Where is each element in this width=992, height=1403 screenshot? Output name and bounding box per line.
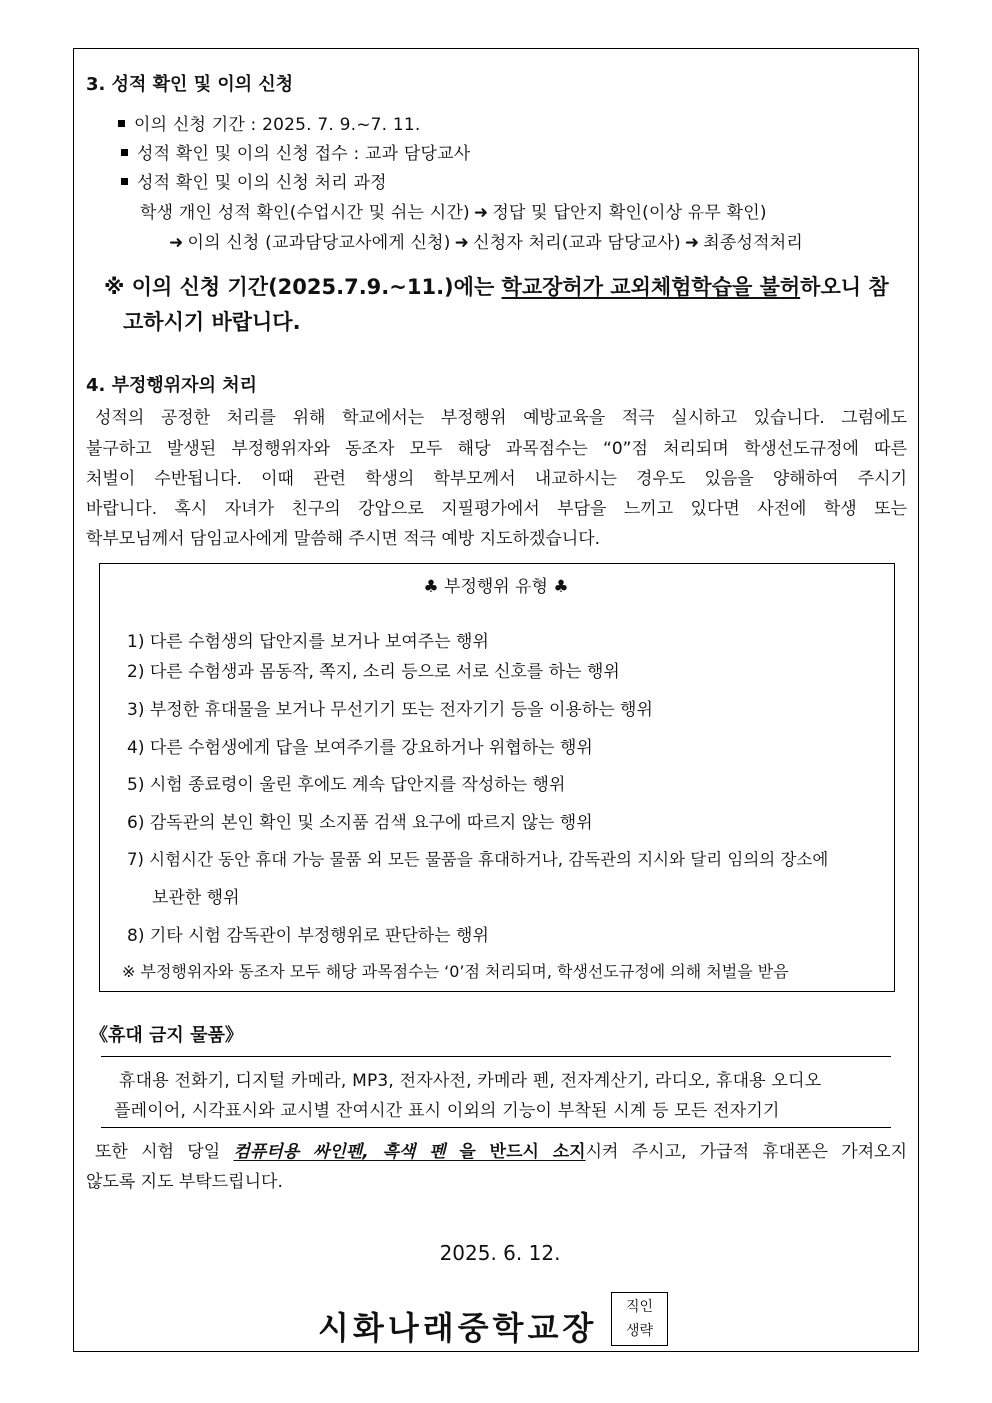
arrow-right-icon: ➜ [454, 233, 470, 253]
appeal-notice [104, 271, 889, 301]
misconduct-item: 7) 시험시간 동안 휴대 가능 물품 외 모든 물품을 휴대하거나, 감독관의 지시와 달리 임의의 장소에 [127, 850, 829, 869]
official-seal-box [611, 1292, 668, 1346]
divider-bottom [101, 1127, 891, 1128]
misconduct-item-continued: 보관한 행위 [152, 888, 240, 908]
seal-line-1: 직인 [625, 1299, 654, 1315]
misconduct-item: 1) 다른 수험생의 답안지를 보거나 보여주는 행위 [127, 632, 489, 652]
closing-suffix: 시켜 주시고, 가급적 휴대폰은 가져오지 [585, 1142, 907, 1162]
prohibited-line-1: 휴대용 전화기, 디지털 카메라, MP3, 전자사전, 카메라 펜, 전자계산기, 라디오, 휴대용 오디오 [119, 1071, 822, 1091]
notice-prefix: ※ 이의 신청 기간(2025.7.9.~11.)에는 [104, 275, 502, 299]
notice-line-2: 고하시기 바랍니다. [123, 310, 301, 334]
arrow-right-icon: ➜ [169, 233, 184, 253]
misconduct-footnote: ※ 부정행위자와 동조자 모두 해당 과목점수는 ‘0’점 처리되며, 학생선도규정에 의해 처벌을 받음 [122, 962, 789, 981]
paragraph-line: 바랍니다. 혹시 자녀가 친구의 강압으로 지필평가에서 부담을 느끼고 있다면 사전에 학생 또는 [86, 499, 907, 519]
prohibited-title: 《휴대 금지 물품》 [90, 1025, 243, 1046]
prohibited-line-2: 플레이어, 시각표시와 교시별 잔여시간 표시 이외의 기능이 부착된 시계 등 모든 전자기기 [114, 1101, 780, 1121]
paragraph-line: 학부모님께서 담임교사에게 말씀해 주시면 적극 예방 지도하겠습니다. [86, 529, 601, 549]
square-bullet-icon [118, 120, 125, 127]
closing-line-1 [95, 1137, 907, 1167]
paragraph-line: 처벌이 수반됩니다. 이때 관련 학생의 학부모께서 내교하시는 경우도 있음을 양해하여 주시기 [86, 469, 907, 489]
notice-underlined: 학교장허가 교외체험학습을 불허 [501, 275, 801, 299]
misconduct-item: 5) 시험 종료령이 울린 후에도 계속 답안지를 작성하는 행위 [127, 775, 566, 795]
process-line-1 [140, 198, 767, 223]
closing-emph-bold: 을 반드시 소지 [445, 1142, 586, 1162]
bullet-appeal-process [121, 168, 387, 193]
seal-line-2: 생략 [625, 1323, 654, 1339]
misconduct-item: 8) 기타 시험 감독관이 부정행위로 판단하는 행위 [127, 926, 489, 946]
arrow-right-icon: ➜ [684, 233, 700, 253]
bullet-text: 이의 신청 기간 : 2025. 7. 9.~7. 11. [134, 115, 421, 135]
closing-line-2: 않도록 지도 부탁드립니다. [86, 1172, 283, 1192]
paragraph-line: 불구하고 발생된 부정행위자와 동조자 모두 해당 과목점수는 “0”점 처리되며 학생선도규정에 따른 [86, 439, 907, 459]
closing-prefix: 또한 시험 당일 [95, 1142, 234, 1162]
section4-title: 4. 부정행위자의 처리 [86, 375, 257, 396]
section3-title: 3. 성적 확인 및 이의 신청 [86, 74, 294, 95]
school-principal-name: 시화나래중학교장 [318, 1309, 598, 1347]
misconduct-item: 3) 부정한 휴대물을 보거나 무선기기 또는 전자기기 등을 이용하는 행위 [127, 700, 653, 720]
misconduct-item: 6) 감독관의 본인 확인 및 소지품 검색 요구에 따르지 않는 행위 [127, 813, 593, 833]
process-step-3: 이의 신청 (교과담당교사에게 신청) [187, 233, 451, 253]
document-date: 2025. 6. 12. [439, 1241, 561, 1265]
arrow-right-icon: ➜ [473, 203, 489, 223]
process-step-4: 신청자 처리(교과 담당교사) [473, 233, 681, 253]
divider-top [101, 1056, 891, 1057]
misconduct-item: 2) 다른 수험생과 몸동작, 쪽지, 소리 등으로 서로 신호를 하는 행위 [127, 662, 620, 682]
process-line-2 [165, 228, 803, 253]
process-step-1: 학생 개인 성적 확인(수업시간 및 쉬는 시간) [140, 203, 470, 223]
paragraph-line: 성적의 공정한 처리를 위해 학교에서는 부정행위 예방교육을 적극 실시하고 있습니다. 그럼에도 [95, 408, 907, 428]
misconduct-box-title: ♣ 부정행위 유형 ♣ [423, 577, 569, 597]
square-bullet-icon [121, 149, 128, 156]
process-step-2: 정답 및 답안지 확인(이상 유무 확인) [492, 203, 767, 223]
process-step-5: 최종성적처리 [703, 233, 803, 253]
notice-suffix: 하오니 참 [800, 275, 889, 299]
misconduct-item: 4) 다른 수험생에게 답을 보여주기를 강요하거나 위협하는 행위 [127, 738, 593, 758]
bullet-appeal-receipt [121, 139, 470, 164]
bullet-text: 성적 확인 및 이의 신청 접수 : 교과 담당교사 [137, 144, 471, 164]
closing-emph-italic: 컴퓨터용 싸인펜, 흑색 펜 [233, 1142, 446, 1162]
bullet-text: 성적 확인 및 이의 신청 처리 과정 [137, 173, 387, 193]
square-bullet-icon [121, 178, 128, 185]
bullet-appeal-period [118, 110, 421, 135]
